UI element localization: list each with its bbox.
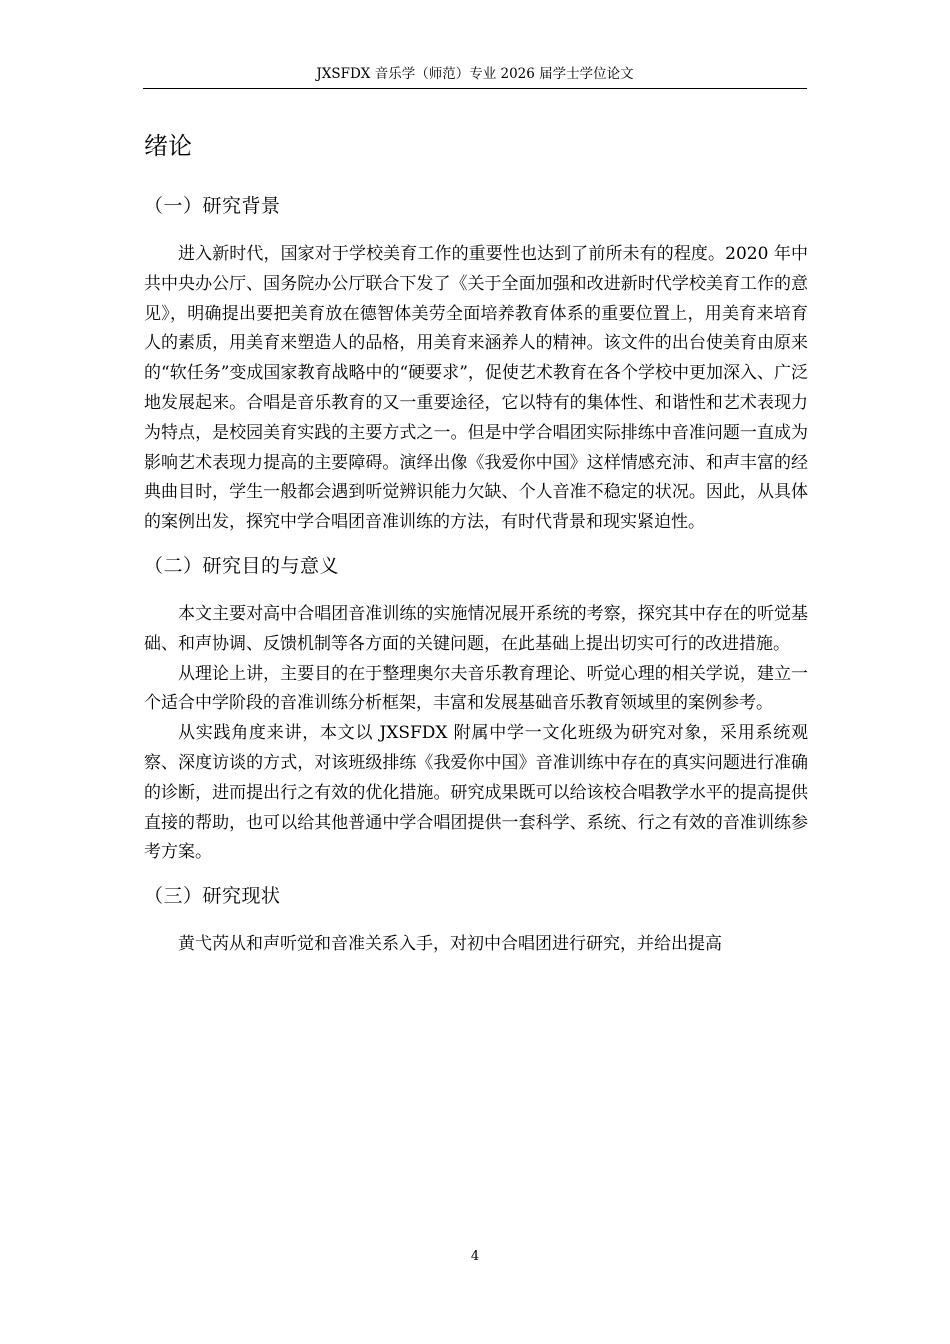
header-rule — [143, 88, 807, 89]
body-text — [144, 128, 808, 960]
running-header: JXSFDX 音乐学（师范）专业 2026 届学士学位论文 — [316, 66, 634, 82]
page-number: 4 — [470, 1249, 480, 1264]
chapter-title: 绪论 — [144, 132, 192, 160]
section-title-purpose: （二）研究目的与意义 — [144, 554, 340, 577]
section-title-status: （三）研究现状 — [144, 885, 281, 908]
paragraph: 本文主要对高中合唱团音准训练的实施情况展开系统的考察，探究其中存在的听觉基础、和声协调、反馈机制等各方面的关键问题，在此基础上提出切实可行的改进措施。 — [144, 603, 808, 654]
paragraph: 从实践角度来讲，本文以 JXSFDX 附属中学一文化班级为研究对象，采用系统观察、深度访谈的方式，对该班级排练《我爱你中国》音准训练中存在的真实问题进行准确的诊断，进而提出行之有效的优化措施。研究成果既可以给该校合唱教学水平的提高提供直接的帮助，也可以给其他普通中学合唱团提供一套科学、系统、行之有效的音准训练参考方案。 — [144, 723, 808, 863]
paragraph: 进入新时代，国家对于学校美育工作的重要性也达到了前所未有的程度。2020 年中共中央办公厅、国务院办公厅联合下发了《关于全面加强和改进新时代学校美育工作的意见》，明确提出要把美育放在德智体美劳全面培养教育体系的重要位置上，用美育来培育人的素质，用美育来塑造人的品格，用美育来涵养人的精神。该文件的出台使美育由原来的“软任务”变成国家教育战略中的“硬要求”，促使艺术教育在各个学校中更加深入、广泛地发展起来。合唱是音乐教育的又一重要途径，它以特有的集体性、和谐性和艺术表现力为特点，是校园美育实践的主要方式之一。但是中学合唱团实际排练中音准问题一直成为影响艺术表现力提高的主要障碍。演绎出像《我爱你中国》这样情感充沛、和声丰富的经典曲目时，学生一般都会遇到听觉辨识能力欠缺、个人音准不稳定的状况。因此，从具体的案例出发，探究中学合唱团音准训练的方法，有时代背景和现实紧迫性。 — [144, 244, 808, 533]
paragraph: 黄弋芮从和声听觉和音准关系入手，对初中合唱团进行研究，并给出提高 — [178, 934, 722, 955]
paragraph: 从理论上讲，主要目的在于整理奥尔夫音乐教育理论、听觉心理的相关学说，建立一个适合中学阶段的音准训练分析框架，丰富和发展基础音乐教育领域里的案例参考。 — [144, 663, 808, 714]
section-title-background: （一）研究背景 — [144, 195, 281, 217]
